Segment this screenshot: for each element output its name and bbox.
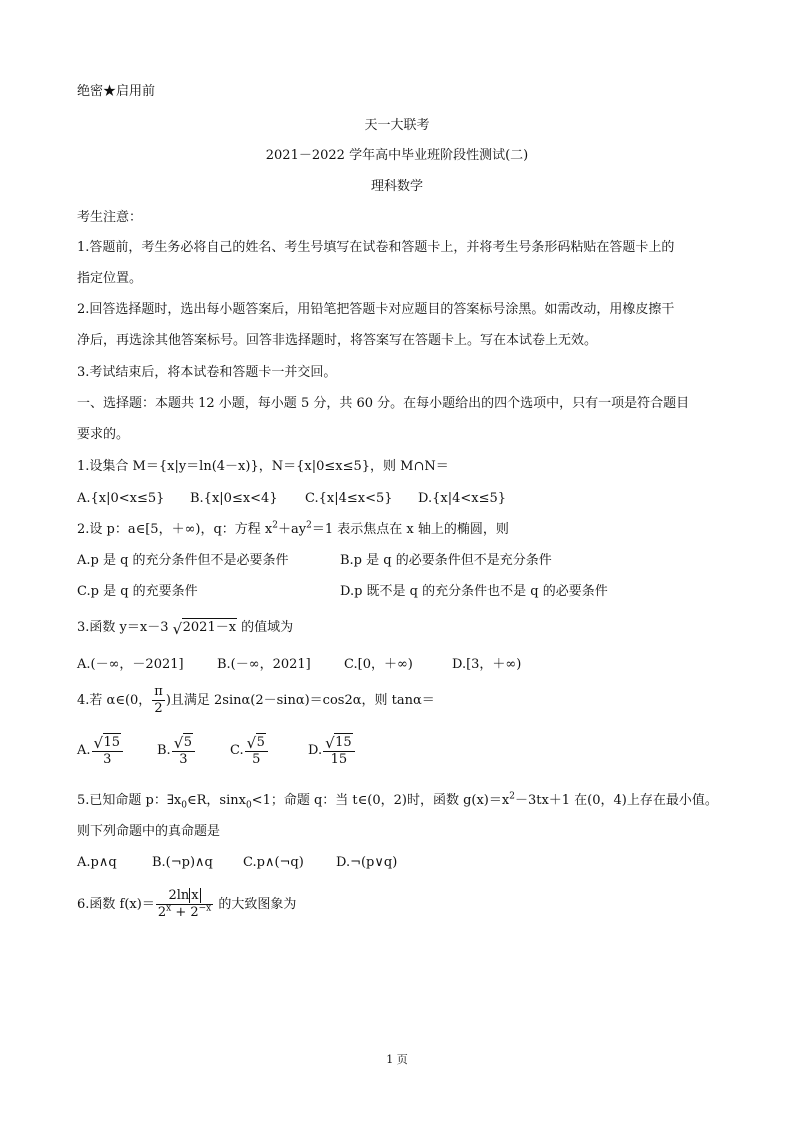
question-1-option-c: C.{x|4≤x<5} bbox=[305, 491, 393, 506]
exam-title: 2021－2022 学年高中毕业班阶段性测试(二) bbox=[265, 148, 529, 163]
subscript: 0 bbox=[245, 800, 252, 811]
question-5-option-a: A.p∧q bbox=[77, 855, 117, 870]
square-root: √ 2021－x bbox=[172, 620, 237, 638]
radicand: 2021－x bbox=[182, 620, 237, 635]
option-label: D. bbox=[308, 743, 323, 758]
section-1-intro-line-2: 要求的。 bbox=[77, 427, 130, 442]
question-1-stem: 1.设集合 M＝{x|y＝ln(4－x)}，N＝{x|0≤x≤5}，则 M∩N＝ bbox=[77, 459, 449, 474]
question-4-option-b bbox=[157, 733, 196, 768]
fraction: √ 15 3 bbox=[92, 733, 124, 768]
question-2-stem-pre: 2.设 p：a∈[5，＋∞)，q：方程 x bbox=[77, 522, 273, 537]
fraction-denominator: 2 bbox=[154, 701, 163, 716]
fraction-denominator: 15 bbox=[330, 752, 348, 767]
notice-heading: 考生注意： bbox=[77, 210, 143, 225]
notice-item-1-line-1: 1.答题前，考生务必将自己的姓名、考生号填写在试卷和答题卡上，并将考生号条形码粘贴在答题卡上的 bbox=[77, 240, 675, 255]
notice-item-2-line-2: 净后，再选涂其他答案标号。回答非选择题时，将答案写在答题卡上。写在本试卷上无效。 bbox=[77, 333, 598, 348]
option-label: B. bbox=[157, 743, 171, 758]
question-6-stem-post: 的大致图象为 bbox=[214, 897, 297, 912]
question-5-stem-post: －3tx＋1 在(0，4)上存在最小值。 bbox=[514, 793, 718, 808]
question-4-option-d bbox=[308, 733, 356, 768]
question-4-option-c bbox=[230, 733, 269, 768]
question-2-option-d: D.p 既不是 q 的充分条件也不是 q 的必要条件 bbox=[340, 584, 608, 599]
question-5-option-d: D.¬(p∨q) bbox=[336, 855, 398, 870]
question-4-option-a bbox=[77, 733, 124, 768]
question-6-stem-pre: 6.函数 f(x)＝ bbox=[77, 897, 155, 912]
question-3-option-b: B.(－∞，2021] bbox=[217, 657, 311, 672]
fraction-denominator: 3 bbox=[179, 752, 188, 767]
notice-item-2-line-1: 2.回答选择题时，选出每小题答案后，用铅笔把答题卡对应题目的答案标号涂黑。如需改动，用橡皮擦干 bbox=[77, 302, 675, 317]
header-org: 天一大联考 bbox=[364, 118, 430, 133]
question-3-option-a: A.(－∞，－2021] bbox=[77, 657, 184, 672]
question-6-stem bbox=[77, 888, 296, 921]
question-3-stem bbox=[77, 618, 293, 637]
notice-item-3: 3.考试结束后，将本试卷和答题卡一并交回。 bbox=[77, 365, 337, 380]
question-4-stem bbox=[77, 684, 435, 717]
absolute-value: x bbox=[191, 888, 199, 903]
question-3-stem-pre: 3.函数 y＝x－3 bbox=[77, 620, 169, 635]
option-label: A. bbox=[77, 743, 91, 758]
question-5-stem-mid-2: <1；命题 q：当 t∈(0，2)时，函数 g(x)＝x bbox=[251, 793, 510, 808]
question-1-option-d: D.{x|4<x≤5} bbox=[418, 491, 507, 506]
question-2-stem-post: ＝1 表示焦点在 x 轴上的椭圆，则 bbox=[311, 522, 509, 537]
header-confidential: 绝密★启用前 bbox=[77, 84, 156, 99]
fraction-denominator: $2^x + 2^{-x}$ bbox=[157, 903, 212, 920]
radicand: 15 bbox=[103, 735, 121, 750]
option-label: C. bbox=[230, 743, 244, 758]
subscript: 0 bbox=[181, 800, 187, 811]
fraction-denominator: 5 bbox=[252, 752, 261, 767]
exam-subject: 理科数学 bbox=[370, 179, 423, 194]
fraction-numerator: π bbox=[154, 684, 163, 699]
fraction: √ 15 15 bbox=[323, 733, 355, 768]
question-5-stem-pre: 5.已知命题 p：∃x bbox=[77, 793, 182, 808]
question-5-option-c: C.p∧(¬q) bbox=[243, 855, 304, 870]
question-3-option-c: C.[0，＋∞) bbox=[344, 657, 413, 672]
question-3-stem-post: 的值域为 bbox=[237, 620, 294, 635]
notice-item-1-line-2: 指定位置。 bbox=[77, 271, 143, 286]
fraction-denominator: 3 bbox=[103, 752, 112, 767]
question-4-stem-pre: 4.若 α∈(0， bbox=[77, 693, 152, 708]
section-1-intro-line-1: 一、选择题：本题共 12 小题，每小题 5 分，共 60 分。在每小题给出的四个选项中，只有一项是符合题目 bbox=[77, 396, 690, 411]
question-1-option-b: B.{x|0≤x<4} bbox=[190, 491, 278, 506]
question-5-option-b: B.(¬p)∧q bbox=[152, 855, 213, 870]
question-5-stem-mid-1: ∈R，sinx bbox=[186, 793, 246, 808]
exponent: 2 bbox=[509, 791, 515, 802]
question-5-stem-line-1 bbox=[77, 792, 718, 810]
exponent: 2 bbox=[306, 520, 312, 531]
fraction-numerator: 2ln x bbox=[156, 888, 213, 905]
question-3-option-d: D.[3，＋∞) bbox=[452, 657, 522, 672]
question-2-stem bbox=[77, 521, 509, 539]
fraction-pi-over-2 bbox=[152, 684, 165, 717]
question-5-stem-line-2: 则下列命题中的真命题是 bbox=[77, 824, 221, 839]
radicand: 5 bbox=[256, 735, 265, 750]
question-4-stem-post: )且满足 2sinα(2－sinα)＝cos2α，则 tanα＝ bbox=[165, 693, 435, 708]
radicand: 15 bbox=[335, 735, 352, 750]
exponent: 2 bbox=[272, 520, 278, 531]
question-1-option-a: A.{x|0<x≤5} bbox=[77, 491, 165, 506]
question-2-option-c: C.p 是 q 的充要条件 bbox=[77, 584, 198, 599]
question-2-option-b: B.p 是 q 的必要条件但不是充分条件 bbox=[340, 553, 552, 568]
page-number: 1 页 bbox=[386, 1053, 408, 1066]
fraction: √ 5 5 bbox=[245, 733, 268, 768]
question-2-stem-mid: ＋ay bbox=[278, 522, 307, 537]
fraction: √ 5 3 bbox=[172, 733, 195, 768]
question-2-option-a: A.p 是 q 的充分条件但不是必要条件 bbox=[77, 553, 289, 568]
radicand: 5 bbox=[183, 735, 192, 750]
fraction bbox=[156, 888, 213, 921]
